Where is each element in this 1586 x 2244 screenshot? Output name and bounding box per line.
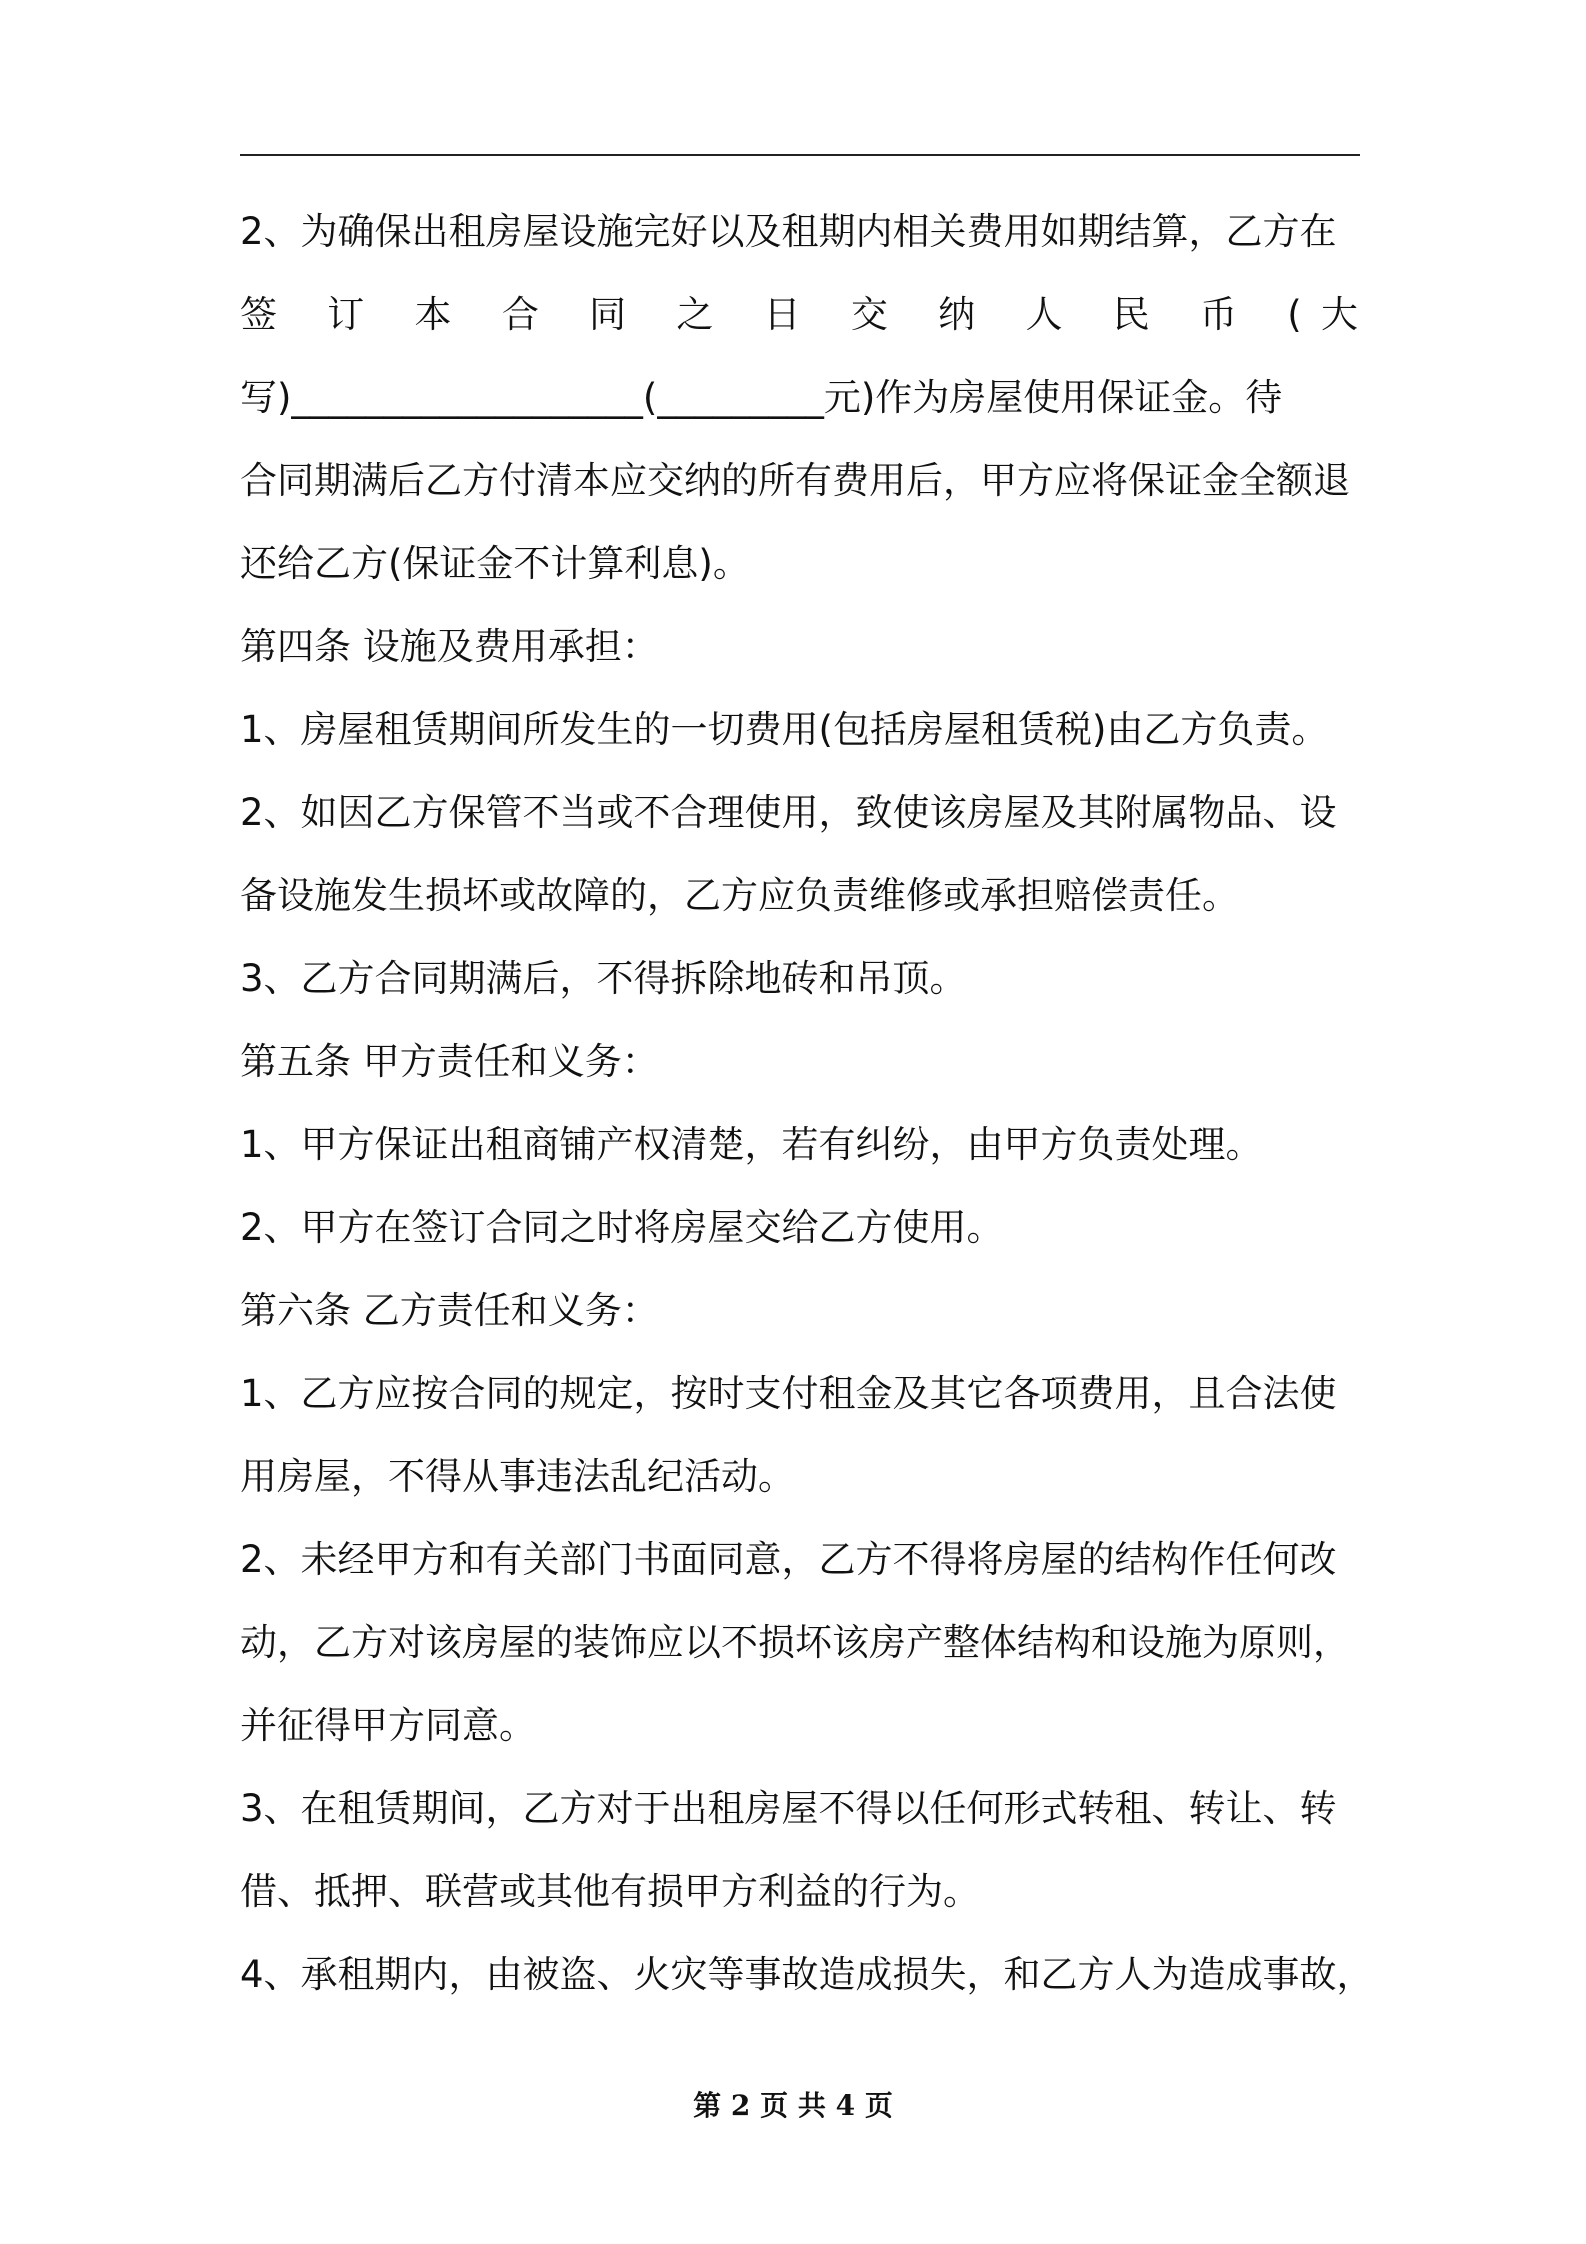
paragraph-line: 还给乙方(保证金不计算利息)。: [240, 542, 750, 585]
paragraph-line: 3、乙方合同期满后，不得拆除地砖和吊顶。: [240, 957, 967, 1000]
paragraph-line: 4、承租期内，由被盗、火灾等事故造成损失，和乙方人为造成事故，: [240, 1953, 1374, 1996]
paragraph-line: 1、乙方应按合同的规定，按时支付租金及其它各项费用，且合法使: [240, 1372, 1337, 1415]
paragraph-line: 并征得甲方同意。: [240, 1704, 536, 1747]
paragraph-line: 2、为确保出租房屋设施完好以及租期内相关费用如期结算，乙方在: [240, 210, 1337, 253]
paragraph-line: 3、在租赁期间，乙方对于出租房屋不得以任何形式转租、转让、转: [240, 1787, 1337, 1830]
section-heading: 第五条 甲方责任和义务：: [240, 1040, 659, 1083]
paragraph-line: 2、如因乙方保管不当或不合理使用，致使该房屋及其附属物品、设: [240, 791, 1337, 834]
paragraph-line: 借、抵押、联营或其他有损甲方利益的行为。: [240, 1870, 980, 1913]
paragraph-line: 1、甲方保证出租商铺产权清楚，若有纠纷，由甲方负责处理。: [240, 1123, 1263, 1166]
section-heading: 第六条 乙方责任和义务：: [240, 1289, 659, 1332]
paragraph-line: 动，乙方对该房屋的装饰应以不损坏该房产整体结构和设施为原则，: [240, 1621, 1350, 1664]
paragraph-line: 合同期满后乙方付清本应交纳的所有费用后，甲方应将保证金全额退: [240, 459, 1350, 502]
paragraph-line: 备设施发生损坏或故障的，乙方应负责维修或承担赔偿责任。: [240, 874, 1239, 917]
paragraph-line: 写)___________________(_________元)作为房屋使用保证金。待: [240, 376, 1283, 419]
paragraph-line: 签 订 本 合 同 之 日 交 纳 人 民 币 (大: [240, 293, 1358, 336]
paragraph-line: 2、甲方在签订合同之时将房屋交给乙方使用。: [240, 1206, 1004, 1249]
header-rule: [240, 154, 1360, 156]
paragraph-line: 2、未经甲方和有关部门书面同意，乙方不得将房屋的结构作任何改: [240, 1538, 1337, 1581]
paragraph-line: 1、房屋租赁期间所发生的一切费用(包括房屋租赁税)由乙方负责。: [240, 708, 1329, 751]
paragraph-line: 用房屋，不得从事违法乱纪活动。: [240, 1455, 795, 1498]
page-number: 第 2 页 共 4 页: [693, 2089, 893, 2122]
section-heading: 第四条 设施及费用承担：: [240, 625, 659, 668]
document-body: [240, 190, 1374, 2016]
